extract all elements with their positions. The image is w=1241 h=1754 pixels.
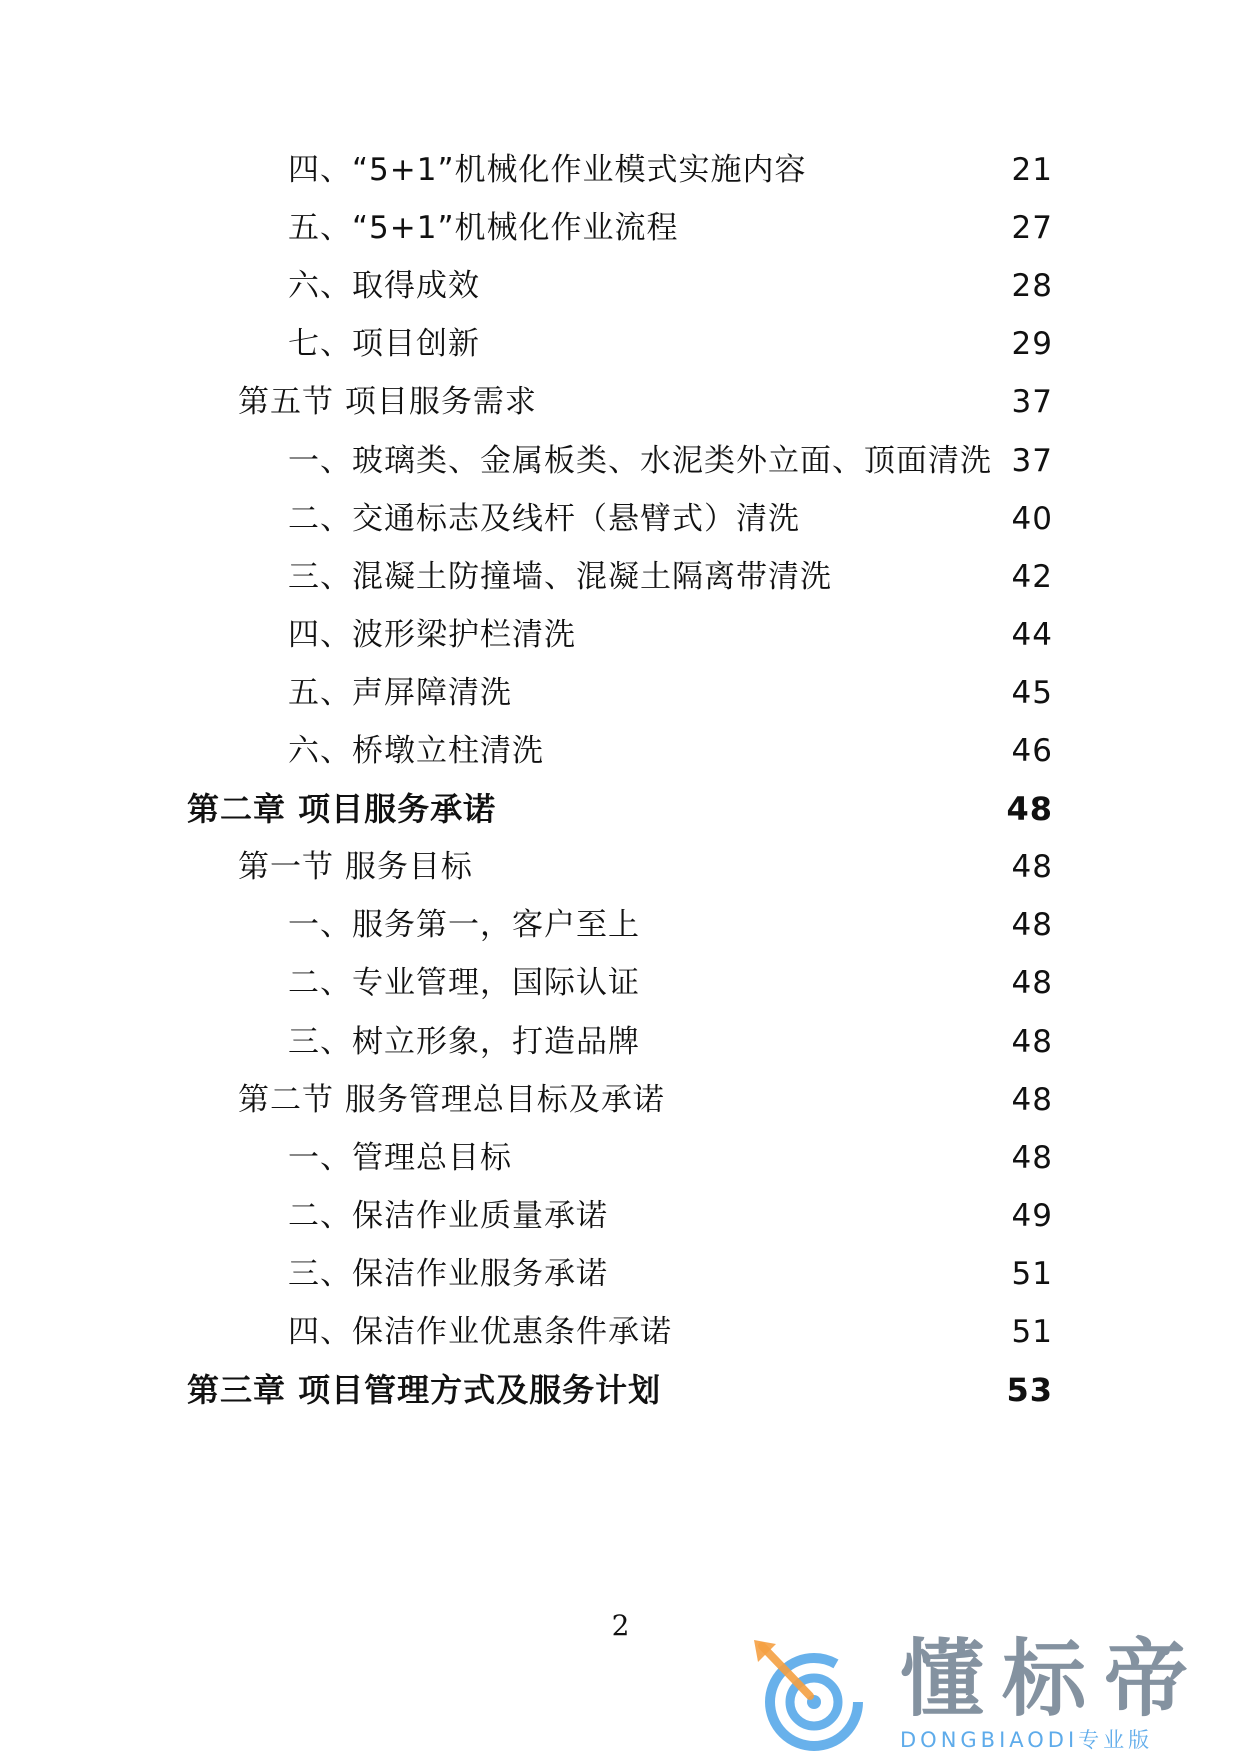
toc-entry-page: 21 — [1011, 152, 1053, 188]
toc-entry-page: 48 — [1011, 1081, 1053, 1118]
watermark-brand-name: 懂标帝 — [900, 1630, 1207, 1728]
toc-entry-item — [0, 254, 1241, 318]
toc-entry-title: 六、桥墩立柱清洗 — [288, 733, 544, 769]
toc-entry-page: 48 — [1011, 1139, 1053, 1176]
toc-entry-section — [0, 370, 1241, 434]
toc-entry-item — [0, 1126, 1241, 1190]
toc-entry-title: 七、项目创新 — [288, 326, 480, 363]
toc-entry-item — [0, 719, 1241, 783]
toc-entry-page: 44 — [1011, 616, 1053, 653]
toc-entry-title: 一、玻璃类、金属板类、水泥类外立面、顶面清洗 — [288, 442, 992, 479]
watermark-brand-subtitle: DONGBIAODI专业版 — [900, 1728, 1154, 1752]
toc-entry-title: 第一节 服务目标 — [238, 849, 473, 886]
toc-entry-page: 40 — [1011, 500, 1053, 537]
toc-entry-item — [0, 429, 1241, 493]
toc-entry-page: 48 — [1011, 965, 1053, 1002]
toc-entry-item — [0, 893, 1241, 957]
toc-entry-title: 四、波形梁护栏清洗 — [288, 616, 576, 653]
toc-entry-item — [0, 603, 1241, 667]
toc-entry-page: 29 — [1011, 326, 1053, 363]
toc-entry-section — [0, 1068, 1241, 1132]
toc-entry-item — [0, 487, 1241, 551]
toc-entry-item — [0, 1300, 1241, 1364]
toc-entry-item — [0, 1184, 1241, 1248]
toc-entry-title: 四、保洁作业优惠条件承诺 — [288, 1314, 672, 1350]
toc-entry-title: 一、管理总目标 — [288, 1139, 512, 1176]
toc-entry-section — [0, 835, 1241, 899]
toc-entry-title: 三、树立形象，打造品牌 — [288, 1023, 640, 1060]
toc-entry-item — [0, 1242, 1241, 1306]
toc-entry-title: 六、取得成效 — [288, 268, 480, 305]
toc-entry-page: 48 — [1006, 790, 1053, 829]
toc-entry-title: 第二章 项目服务承诺 — [187, 790, 497, 829]
toc-entry-page: 48 — [1011, 849, 1053, 886]
toc-entry-chapter — [0, 777, 1241, 841]
toc-entry-page: 28 — [1011, 268, 1053, 305]
toc-entry-item — [0, 951, 1241, 1015]
toc-entry-page: 53 — [1006, 1371, 1053, 1410]
toc-entry-title: 五、声屏障清洗 — [288, 674, 512, 711]
toc-entry-item — [0, 545, 1241, 609]
toc-entry-title: 三、保洁作业服务承诺 — [288, 1255, 608, 1292]
toc-entry-title: 第三章 项目管理方式及服务计划 — [187, 1371, 662, 1410]
page-number: 2 — [611, 1609, 630, 1642]
toc-entry-item — [0, 196, 1241, 260]
target-logo-icon — [752, 1640, 868, 1752]
toc-entry-title: 三、混凝土防撞墙、混凝土隔离带清洗 — [288, 558, 832, 595]
toc-entry-page: 51 — [1011, 1255, 1053, 1292]
toc-entry-title: 第二节 服务管理总目标及承诺 — [238, 1081, 665, 1118]
toc-entry-page: 37 — [1011, 442, 1053, 479]
toc-entry-title: 一、服务第一，客户至上 — [288, 907, 640, 944]
watermark — [740, 1625, 1240, 1754]
toc-entry-item — [0, 661, 1241, 725]
toc-entry-title: 二、交通标志及线杆（悬臂式）清洗 — [288, 500, 800, 537]
toc-entry-page: 42 — [1011, 558, 1053, 595]
toc-entry-title: 第五节 项目服务需求 — [238, 384, 537, 421]
toc-entry-page: 45 — [1011, 674, 1053, 711]
toc-entry-page: 27 — [1011, 210, 1053, 247]
toc-entry-item — [0, 138, 1241, 202]
toc-entry-title: 二、专业管理，国际认证 — [288, 965, 640, 1002]
toc-entry-chapter — [0, 1358, 1241, 1422]
toc-entry-page: 49 — [1011, 1197, 1053, 1234]
toc-entry-item — [0, 1010, 1241, 1074]
toc-entry-title: 二、保洁作业质量承诺 — [288, 1197, 608, 1234]
toc-entry-page: 48 — [1011, 907, 1053, 944]
toc-entry-item — [0, 312, 1241, 376]
toc-entry-title: 五、“5+1”机械化作业流程 — [288, 210, 679, 247]
toc-entry-page: 46 — [1011, 733, 1053, 769]
toc-entry-page: 48 — [1011, 1023, 1053, 1060]
toc-entry-page: 51 — [1011, 1314, 1053, 1350]
toc-entry-page: 37 — [1011, 384, 1053, 421]
toc-entry-title: 四、“5+1”机械化作业模式实施内容 — [288, 152, 807, 188]
